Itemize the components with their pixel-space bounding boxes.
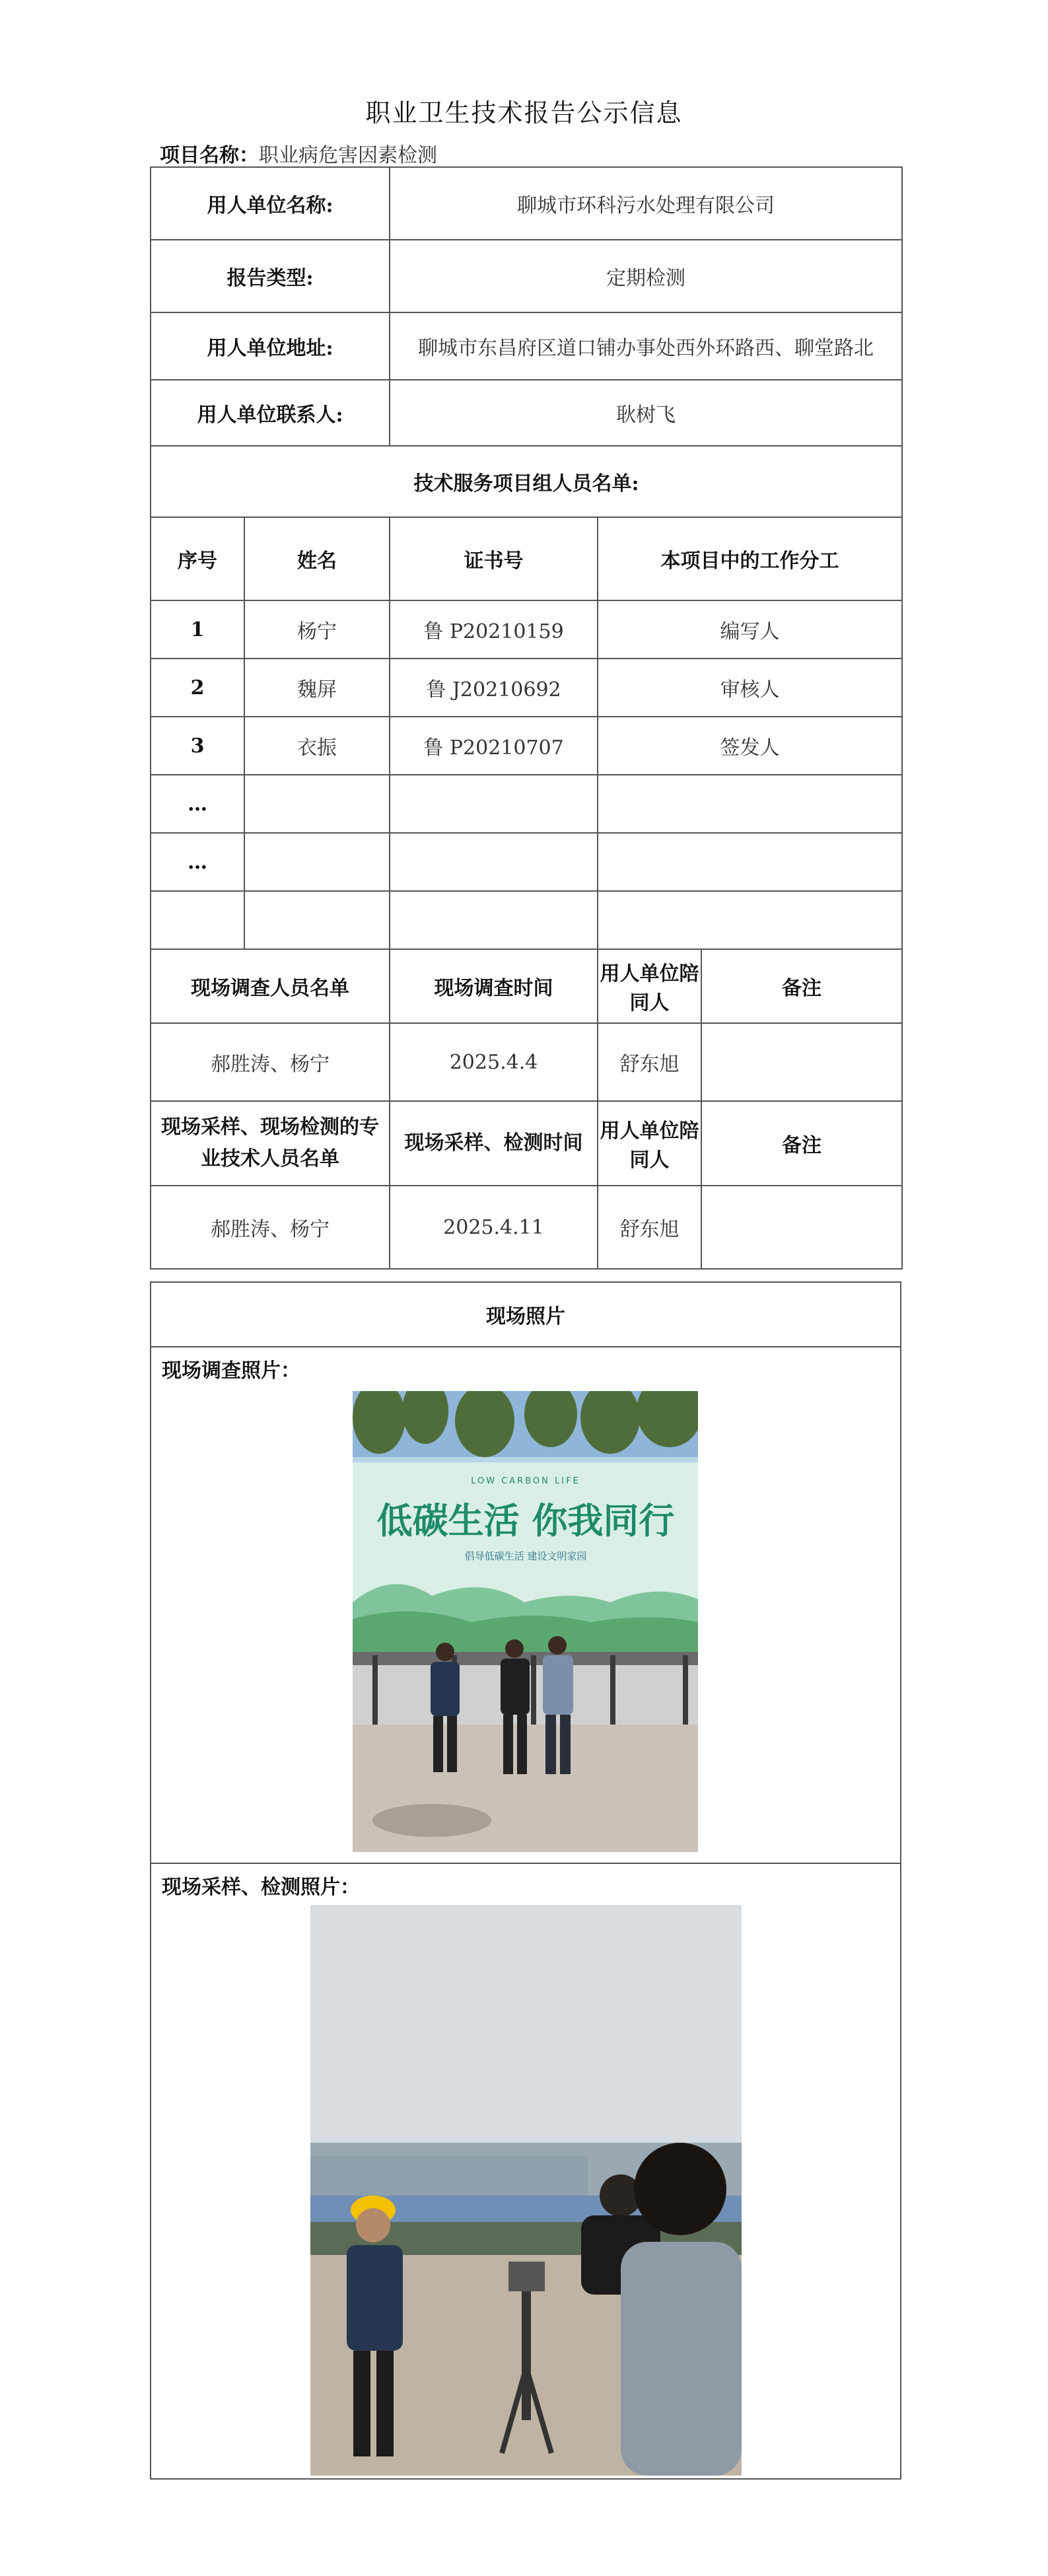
survey-header-note: 备注 (701, 949, 902, 1023)
team-row-no: … (151, 775, 244, 833)
survey-photo-label: 现场调查照片： (162, 1359, 300, 1382)
site-photo-table (150, 1281, 901, 2480)
team-row-role: 编写人 (598, 600, 902, 659)
team-row (151, 775, 902, 833)
team-row-name: 杨宁 (244, 600, 390, 659)
sampling-photo-label: 现场采样、检测照片： (162, 1876, 360, 1899)
team-row-role: 签发人 (598, 717, 902, 775)
survey-header-row (151, 949, 902, 1023)
team-row-role: 审核人 (598, 659, 902, 717)
team-row-name (244, 775, 390, 833)
team-row-cert: 鲁 P20210159 (390, 600, 598, 659)
photo-heading: 现场照片 (151, 1282, 901, 1347)
team-row (151, 833, 902, 891)
survey-date: 2025.4.4 (390, 1023, 598, 1101)
sampling-escort: 舒东旭 (598, 1186, 701, 1269)
team-row-role (598, 775, 902, 833)
sampling-photo (310, 1905, 742, 2476)
sampling-header-escort: 用人单位陪同人 (598, 1101, 701, 1186)
survey-photo-image (353, 1391, 698, 1852)
sampling-header-persons: 现场采样、现场检测的专业技术人员名单 (151, 1101, 390, 1186)
page-title: 职业卫生技术报告公示信息 (365, 98, 683, 127)
sampling-date: 2025.4.11 (390, 1186, 598, 1269)
sampling-persons: 郝胜涛、杨宁 (151, 1186, 390, 1269)
team-row (151, 891, 902, 949)
sampling-header-note: 备注 (701, 1101, 902, 1186)
employer-name-value: 聊城市环科污水处理有限公司 (390, 167, 902, 240)
team-heading-row (151, 446, 902, 517)
technician-figure (621, 2143, 742, 2476)
team-header-no: 序号 (151, 517, 244, 600)
survey-persons: 郝胜涛、杨宁 (151, 1023, 390, 1101)
project-name-value: 职业病危害因素检测 (259, 144, 437, 167)
team-row (151, 717, 902, 775)
sampling-data-row (151, 1186, 902, 1269)
team-header-cert: 证书号 (390, 517, 598, 600)
team-row-role (598, 833, 902, 891)
team-row-no: 3 (151, 717, 244, 775)
team-row-no: 1 (151, 600, 244, 659)
report-type-label: 报告类型: (151, 240, 390, 312)
project-name-label: 项目名称： (160, 144, 259, 167)
project-name-line (160, 139, 437, 168)
sampling-photo-row (151, 1863, 901, 2479)
address-row (151, 312, 902, 380)
sampling-photo-cell (151, 1863, 901, 2479)
survey-photo-cell (151, 1347, 901, 1863)
employer-name-label: 用人单位名称: (151, 167, 390, 240)
team-row-no (151, 891, 244, 949)
survey-photo-row (151, 1347, 901, 1863)
banner-sub-text: 倡导低碳生活 建设文明家园 (464, 1550, 587, 1562)
survey-header-escort: 用人单位陪同人 (598, 949, 701, 1023)
survey-header-time: 现场调查时间 (390, 949, 598, 1023)
team-row-cert (390, 891, 598, 949)
report-info-table (150, 166, 903, 1270)
team-row-name (244, 833, 390, 891)
team-heading: 技术服务项目组人员名单: (151, 446, 902, 517)
banner-small-text: LOW CARBON LIFE (471, 1476, 580, 1486)
employer-name-row (151, 167, 902, 240)
team-row-name: 魏屏 (244, 659, 390, 717)
photo-heading-row (151, 1282, 901, 1347)
sampling-header-time: 现场采样、检测时间 (390, 1101, 598, 1186)
sampling-photo-image (310, 1905, 742, 2476)
team-row-cert (390, 833, 598, 891)
address-label: 用人单位地址: (151, 312, 390, 380)
team-row-name (244, 891, 390, 949)
report-type-value: 定期检测 (390, 240, 902, 312)
sampling-header-row (151, 1101, 902, 1186)
report-type-row (151, 240, 902, 312)
team-row (151, 659, 902, 717)
team-row-no: 2 (151, 659, 244, 717)
team-row-cert (390, 775, 598, 833)
survey-photo (353, 1391, 698, 1852)
contact-row (151, 380, 902, 446)
team-row-role (598, 891, 902, 949)
team-header-role: 本项目中的工作分工 (598, 517, 902, 600)
contact-label: 用人单位联系人: (151, 380, 390, 446)
team-row (151, 600, 902, 659)
sampling-note (701, 1186, 902, 1269)
team-header-row (151, 517, 902, 600)
team-row-cert: 鲁 J20210692 (390, 659, 598, 717)
survey-header-persons: 现场调查人员名单 (151, 949, 390, 1023)
banner-main-text: 低碳生活 你我同行 (376, 1500, 675, 1542)
address-value: 聊城市东昌府区道口铺办事处西外环路西、聊堂路北 (390, 312, 902, 380)
team-header-name: 姓名 (244, 517, 390, 600)
team-row-cert: 鲁 P20210707 (390, 717, 598, 775)
team-row-name: 衣振 (244, 717, 390, 775)
survey-escort: 舒东旭 (598, 1023, 701, 1101)
team-row-no: … (151, 833, 244, 891)
contact-value: 耿树飞 (390, 380, 902, 446)
survey-note (701, 1023, 902, 1101)
survey-data-row (151, 1023, 902, 1101)
